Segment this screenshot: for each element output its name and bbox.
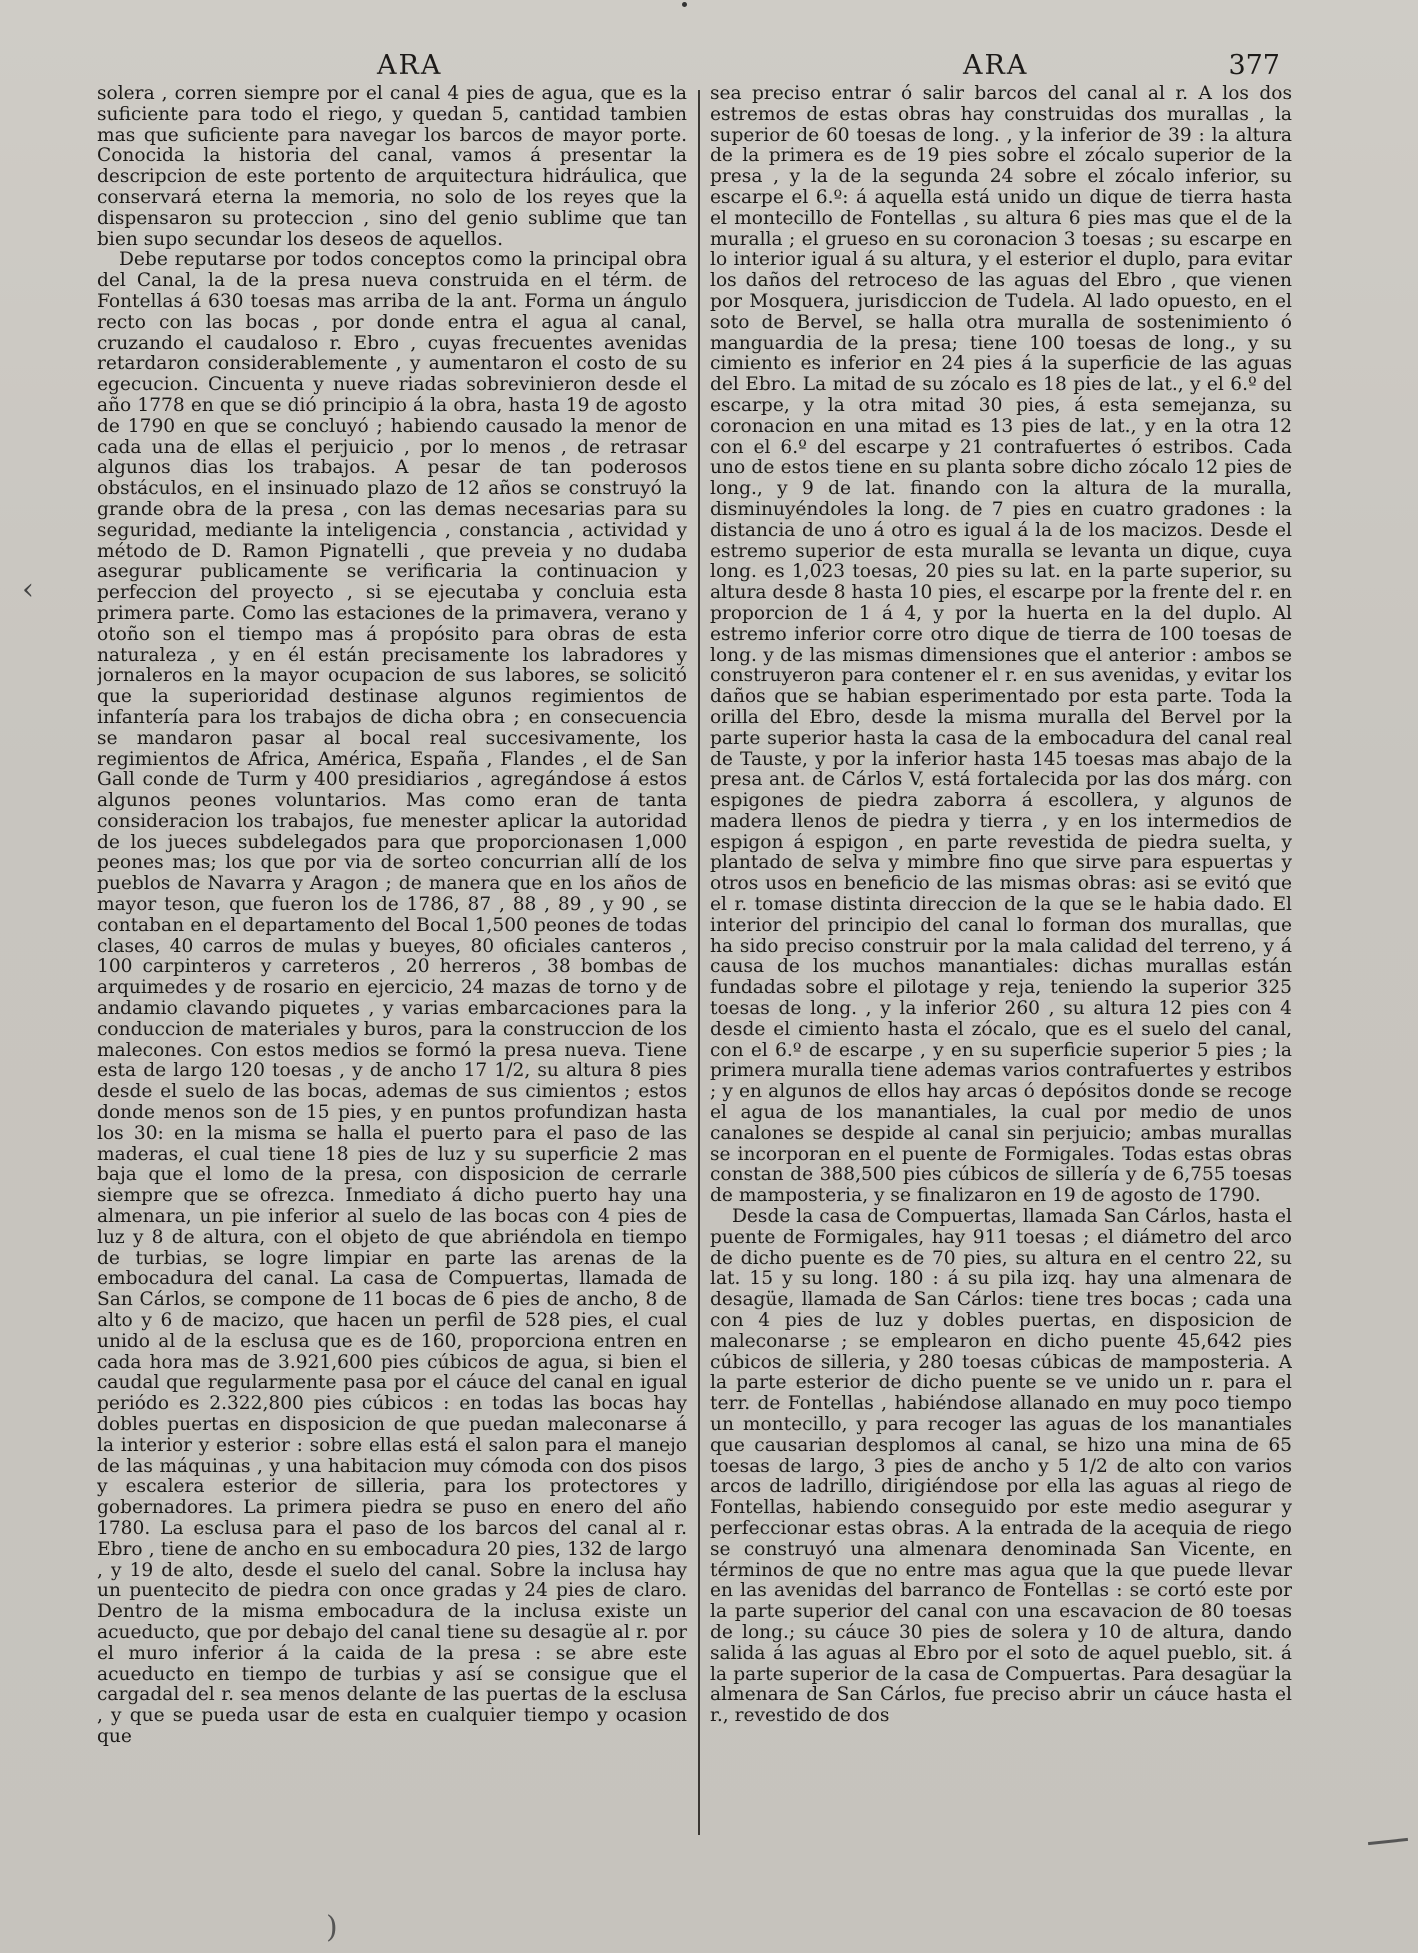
print-mark	[682, 2, 687, 7]
bottom-margin-mark: )	[326, 1910, 338, 1945]
left-column	[97, 84, 687, 1884]
running-head-left: ARA	[377, 50, 443, 81]
right-paragraph-1: sea preciso entrar ó salir barcos del canal al r. A los dos estremos de estas obras hay construidas dos murallas , la superior de 60 toesas de long. , y la inferior de 39 : la altura de la primera es de 19 pies sobre el zócalo superior de la presa , y la de la segunda 24 sobre el zócalo inferior, su escarpe el 6.º: á aquella está unido un dique de tierra hasta el montecillo de Fontellas , su altura 6 pies mas que el de la muralla ; el grueso en su coronacion 3 toesas ; su escarpe en lo interior igual á su altura, y el esterior el duplo, para evitar los daños del retroceso de las aguas del Ebro , que vienen por Mosquera, jurisdiccion de Tudela. Al lado opuesto, en el soto de Bervel, se halla otra muralla de sostenimiento ó manguardia de la presa; tiene 100 toesas de long., y su cimiento es inferior en 24 pies á la superficie de las aguas del Ebro. La mitad de su zócalo es 18 pies de lat., y el 6.º del escarpe, y la otra mitad 30 pies, á esta semejanza, su coronacion en una mitad es 13 pies de lat., y en la otra 12 con el 6.º del escarpe y 21 contrafuertes ó estribos. Cada uno de estos tiene en su planta sobre dicho zócalo 12 pies de long., y 9 de lat. finando con la altura de la muralla, disminuyéndoles la long. de 7 pies en cuatro gradones : la distancia de uno á otro es igual á la de los macizos. Desde el estremo superior de esta muralla se levanta un dique, cuya long. es 1,023 toesas, 20 pies su lat. en la parte superior, su altura desde 8 hasta 10 pies, el escarpe por la frente del r. en proporcion de 1 á 4, y por la huerta en la del duplo. Al estremo inferior corre otro dique de tierra de 100 toesas de long. y de las mismas dimensiones que el anterior : ambos se construyeron para contener el r. en sus avenidas, y evitar los daños que se habian esperimentado por esta parte. Toda la orilla del Ebro, desde la misma muralla del Bervel por la parte superior hasta la casa de la embocadura del canal real de Tauste, y por la inferior hasta 145 toesas mas abajo de la presa ant. de Cárlos V, está fortalecida por las dos márg. con espigones de piedra zaborra á escollera, y algunos de madera llenos de piedra y tierra , y en los intermedios de espigon á espigon , en parte revestida de piedra suelta, y plantado de selva y mimbre fino que sirve para espuertas y otros usos en beneficio de las mismas obras: asi se evitó que el r. tomase distinta direccion de la que se le habia dado. El interior del principio del canal lo forman dos murallas, que ha sido preciso construir por la mala calidad del terreno, y á causa de los muchos manantiales: dichas murallas están fundadas sobre el pilotage y reja, teniendo la superior 325 toesas de long. , y la inferior 260 , su altura 12 pies con 4 desde el cimiento hasta el zócalo, que es el suelo del canal, con el 6.º de escarpe , y en su superficie superior 5 pies ; la primera muralla tiene ademas varios contrafuertes y estribos ; y en algunos de ellos hay arcas ó depósitos donde se recoge el agua de los manantiales, la cual por medio de unos canalones se despide al canal sin perjuicio; ambas murallas se incorporan en el puente de Formigales. Todas estas obras constan de 388,500 pies cúbicos de sillería y de 6,755 toesas de mamposteria, y se finalizaron en 19 de agosto de 1790.	[710, 84, 1292, 1207]
right-paragraph-2: Desde la casa de Compuertas, llamada San Cárlos, hasta el puente de Formigales, hay 911 toesas ; el diámetro del arco de dicho puente es de 70 pies, su altura en el centro 22, su lat. 15 y su long. 180 : á su pila izq. hay una almenara de desagüe, llamada de San Cárlos: tiene tres bocas ; cada una con 4 pies de luz y dobles puertas, en disposicion de maleconarse ; se emplearon en dicho puente 45,642 pies cúbicos de silleria, y 280 toesas cúbicas de mamposteria. A la parte esterior de dicho puente se ve unido un r. para el terr. de Fontellas , habiéndose allanado en muy poco tiempo un montecillo, y para recoger las aguas de los manantiales que causarian desplomos al canal, se hizo una mina de 65 toesas de largo, 3 pies de ancho y 5 1/2 de alto con varios arcos de ladrillo, dirigiéndose por ella las aguas al riego de Fontellas, habiendo conseguido por este medio asegurar y perfeccionar estas obras. A la entrada de la acequia de riego se construyó una almenara denominada San Vicente, en términos de que no entre mas agua que la que puede llevar en las avenidas del barranco de Fontellas : se cortó este por la parte superior del canal con una escavacion de 80 toesas de long.; su cáuce 30 pies de solera y 10 de altura, dando salida á las aguas al Ebro por el soto de aquel pueblo, sit. á la parte superior de la casa de Compuertas. Para desagüar la almenara de San Cárlos, fue preciso abrir un cáuce hasta el r., revestido de dos	[710, 1206, 1292, 1727]
page-number: 377	[1228, 50, 1280, 81]
margin-mark-right	[1368, 1838, 1408, 1845]
column-divider	[698, 90, 700, 1835]
running-head-right: ARA	[963, 50, 1029, 81]
left-paragraph-2: Debe reputarse por todos conceptos como la principal obra del Canal, la de la presa nueva construida en el térm. de Fontellas á 630 toesas mas arriba de la ant. Forma un ángulo recto con las bocas , por donde entra el agua al canal, cruzando el caudaloso r. Ebro , cuyas frecuentes avenidas retardaron considerablemente , y aumentaron el costo de su egecucion. Cincuenta y nueve riadas sobrevinieron desde el año 1778 en que se dió principio á la obra, hasta 19 de agosto de 1790 en que se concluyó ; habiendo causado la menor de cada una de ellas el perjuicio , por lo menos , de retrasar algunos dias los trabajos. A pesar de tan poderosos obstáculos, en el insinuado plazo de 12 años se construyó la grande obra de la presa , con las demas necesarias para su seguridad, mediante la inteligencia , constancia , actividad y método de D. Ramon Pignatelli , que preveia y no dudaba asegurar publicamente se verificaria la continuacion y perfeccion del proyecto , si se ejecutaba y concluia esta primera parte. Como las estaciones de la primavera, verano y otoño son el tiempo mas á propósito para obras de esta naturaleza , y en él están precisamente los labradores y jornaleros en la mayor ocupacion de sus labores, se solicitó que la superioridad destinase algunos regimientos de infantería para los trabajos de dicha obra ; en consecuencia se mandaron pasar al bocal real succesivamente, los regimientos de Africa, América, España , Flandes , el de San Gall conde de Turm y 400 presidiarios , agregándose á estos algunos peones voluntarios. Mas como eran de tanta consideracion los trabajos, fue menester aplicar la autoridad de los jueces subdelegados para que proporcionasen 1,000 peones mas; los que por via de sorteo concurrian allí de los pueblos de Navarra y Aragon ; de manera que en los años de mayor teson, que fueron los de 1786, 87 , 88 , 89 , y 90 , se contaban en el departamento del Bocal 1,500 peones de todas clases, 40 carros de mulas y bueyes, 80 oficiales canteros , 100 carpinteros y carreteros , 20 herreros , 38 bombas de arquimedes y de rosario en ejercicio, 24 mazas de torno y de andamio clavando piquetes , y varias embarcaciones para la conduccion de materiales y buros, para la construccion de los malecones. Con estos medios se formó la presa nueva. Tiene esta de largo 120 toesas , y de ancho 17 1/2, su altura 8 pies desde el suelo de las bocas, ademas de sus cimientos ; estos donde menos son de 15 pies, y en puntos profundizan hasta los 30: en la misma se halla el puerto para el paso de las maderas, el cual tiene 18 pies de luz y su superficie 2 mas baja que el lomo de la presa, con disposicion de cerrarle siempre que se ofrezca. Inmediato á dicho puerto hay una almenara, un pie inferior al suelo de las bocas con 4 pies de luz y 8 de altura, con el objeto de que abriéndola en tiempo de turbias, se logre limpiar en parte las arenas de la embocadura del canal. La casa de Compuertas, llamada de San Cárlos, se compone de 11 bocas de 6 pies de ancho, 8 de alto y 6 de macizo, que hacen un perfil de 528 pies, el cual unido al de la esclusa que es de 160, proporciona entren en cada hora mas de 3.921,600 pies cúbicos de agua, si bien el caudal que regularmente pasa por el cáuce del canal en igual periódo es 2.322,800 pies cúbicos : en todas las bocas hay dobles puertas en disposicion de que puedan maleconarse á la interior y esterior : sobre ellas está el salon para el manejo de las máquinas , y una habitacion muy cómoda con dos pisos y escalera esterior de silleria, para los protectores y gobernadores. La primera piedra se puso en enero del año 1780. La esclusa para el paso de los barcos del canal al r. Ebro , tiene de ancho en su embocadura 20 pies, 132 de largo , y 19 de alto, desde el suelo del canal. Sobre la inclusa hay un puentecito de piedra con once gradas y 24 pies de claro. Dentro de la misma embocadura de la inclusa existe un acueducto, que por debajo del canal tiene su desagüe al r. por el muro inferior á la caida de la presa : se abre este acueducto en tiempo de turbias y así se consigue que el cargadal del r. sea menos delante de las puertas de la esclusa , y que se pueda usar de esta en cualquier tiempo y ocasion que	[97, 249, 687, 1747]
left-paragraph-1: solera , corren siempre por el canal 4 pies de agua, que es la suficiente para todo el riego, y quedan 5, cantidad tambien mas que suficiente para navegar los barcos de mayor porte. Conocida la historia del canal, vamos á presentar la descripcion de este portento de arquitectura hidráulica, que conservará eterna la memoria, no solo de los reyes que la dispensaron su proteccion , sino del genio sublime que tan bien supo secundar los deseos de aquellos.	[97, 84, 687, 250]
margin-mark-left: ‹	[22, 572, 34, 607]
right-column	[710, 84, 1292, 1884]
